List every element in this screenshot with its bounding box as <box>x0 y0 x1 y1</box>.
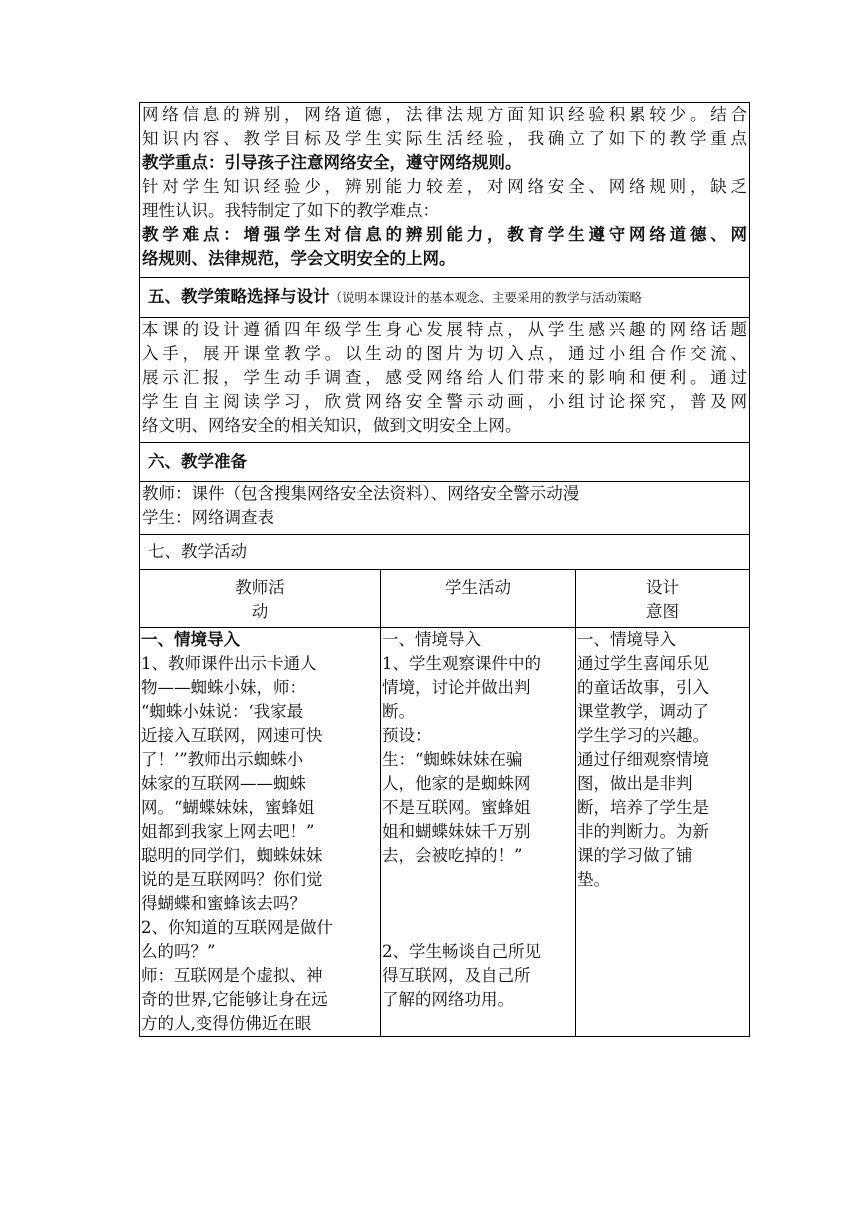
teacher-activity-line: 么的吗？” <box>141 942 216 961</box>
difficulty-intro-line: 理性认识。我特制定了如下的教学难点： <box>142 201 439 220</box>
teaching-focus: 教学重点：引导孩子注意网络安全，遵守网络规则。 <box>142 153 522 172</box>
teacher-prep: 教师：课件（包含搜集网络安全法资料）、网络安全警示动漫 <box>142 484 580 503</box>
student-activity-cell <box>381 628 576 1037</box>
strategy-line: 学生自主阅读学习，欣赏网络安全警示动画，小组讨论探究，普及网 <box>142 392 748 411</box>
student-activity-line: 生：“蜘蛛妹妹在骗 <box>382 750 523 769</box>
design-intent-cell <box>576 628 750 1037</box>
student-activity-line: 姐和蝴蝶妹妹千万别 <box>382 822 531 841</box>
student-activity-line <box>382 916 574 940</box>
design-intent-line: 课的学习做了铺 <box>577 846 693 865</box>
design-intent-line: 的童话故事，引入 <box>577 678 709 697</box>
student-activity-line: 去，会被吃掉的！” <box>382 846 523 865</box>
design-intent-line: 图，做出是非判 <box>577 774 693 793</box>
student-activity-line: 得互联网，及自己所 <box>382 966 531 985</box>
teacher-activity-line: 网。“蝴蝶妹妹，蜜蜂姐 <box>141 798 315 817</box>
difficulty-intro-line: 针对学生知识经验少，辨别能力较差，对网络安全、网络规则，缺乏 <box>142 177 748 196</box>
student-activity-header: 学生活动 <box>381 570 576 628</box>
teacher-activity-line: 2、你知道的互联网是做什 <box>141 918 333 937</box>
section5-note: （说明本课设计的基本观念、主要采用的教学与活动策略 <box>329 290 643 305</box>
lesson-plan-page <box>139 102 749 1037</box>
teacher-activity-line: 妹家的互联网——蜘蛛 <box>141 774 306 793</box>
teaching-difficulty: 教学难点：增强学生对信息的辨别能力，教育学生遵守网络道德、网 <box>142 225 748 244</box>
student-activity-line: 2、学生畅谈自己所见 <box>382 942 541 961</box>
design-intent-lines <box>577 652 748 892</box>
intent-subheading: 一、情境导入 <box>577 630 676 649</box>
design-intent-line: 断，培养了学生是 <box>577 798 709 817</box>
student-activity-line: 不是互联网。蜜蜂姐 <box>382 798 531 817</box>
teaching-difficulty: 络规则、法律规范，学会文明安全的上网。 <box>142 249 456 268</box>
student-subheading: 一、情境导入 <box>382 630 481 649</box>
teacher-activity-line: 近接入互联网，网速可快 <box>141 726 323 745</box>
student-activity-line: 了解的网络功用。 <box>382 990 514 1009</box>
design-intent-line: 通过仔细观察情境 <box>577 750 709 769</box>
design-intent-line: 课堂教学，调动了 <box>577 702 709 721</box>
section4-line: 知识内容、教学目标及学生实际生活经验，我确立了如下的教学重点 <box>142 129 748 148</box>
teacher-activity-header: 教师活 动 <box>140 570 381 628</box>
section5-heading <box>140 278 750 318</box>
design-intent-line: 学生学习的兴趣。 <box>577 726 709 745</box>
student-prep: 学生：网络调查表 <box>142 508 274 527</box>
section6-heading: 六、教学准备 <box>140 443 750 482</box>
teacher-activity-line: 师：互联网是个虚拟、神 <box>141 966 323 985</box>
strategy-line: 展示汇报，学生动手调查，感受网络给人们带来的影响和便利。通过 <box>142 368 748 387</box>
teacher-activity-line: 姐都到我家上网去吧！” <box>141 822 315 841</box>
teacher-activity-line: 得蝴蝶和蜜蜂该去吗？ <box>141 894 306 913</box>
teacher-activity-line: “蜘蛛小妹说：‘我家最 <box>141 702 304 721</box>
teacher-subheading: 一、情境导入 <box>141 630 240 649</box>
teacher-activity-line: 了！’”教师出示蜘蛛小 <box>141 750 304 769</box>
section5-title: 五、教学策略选择与设计 <box>148 287 330 306</box>
teacher-activity-line: 奇的世界,它能够让身在远 <box>141 990 328 1009</box>
section6-body <box>140 482 750 535</box>
design-intent-line: 非的判断力。为新 <box>577 822 709 841</box>
student-activity-line: 人，他家的是蜘蛛网 <box>382 774 531 793</box>
student-activity-line: 1、学生观察课件中的 <box>382 654 541 673</box>
teacher-activity-lines <box>141 652 379 1036</box>
teacher-activity-line: 聪明的同学们，蜘蛛妹妹 <box>141 846 323 865</box>
design-intent-line: 垫。 <box>577 870 610 889</box>
teacher-activity-cell <box>140 628 381 1037</box>
design-intent-line: 通过学生喜闻乐见 <box>577 654 709 673</box>
teacher-activity-line: 1、教师课件出示卡通人 <box>141 654 317 673</box>
lesson-plan-table <box>139 102 750 1037</box>
student-activity-line <box>382 892 574 916</box>
section4-cell <box>140 103 750 278</box>
strategy-line: 入手，展开课堂教学。以生动的图片为切入点，通过小组合作交流、 <box>142 344 748 363</box>
strategy-line: 络文明、网络安全的相关知识，做到文明安全上网。 <box>142 416 522 435</box>
student-activity-line: 预设： <box>382 726 432 745</box>
student-activity-line: 断。 <box>382 702 415 721</box>
student-activity-line <box>382 868 574 892</box>
teacher-activity-line: 物——蜘蛛小妹，师： <box>141 678 306 697</box>
section5-body <box>140 318 750 443</box>
design-intent-header: 设计 意图 <box>576 570 750 628</box>
strategy-line: 本课的设计遵循四年级学生身心发展特点，从学生感兴趣的网络话题 <box>142 320 748 339</box>
teacher-activity-line: 说的是互联网吗？你们觉 <box>141 870 323 889</box>
student-activity-line: 情境，讨论并做出判 <box>382 678 531 697</box>
section4-line: 网络信息的辨别，网络道德，法律法规方面知识经验积累较少。结合 <box>142 105 748 124</box>
section7-heading: 七、教学活动 <box>140 535 750 570</box>
teacher-activity-line: 方的人,变得仿佛近在眼 <box>141 1014 312 1033</box>
student-activity-lines <box>382 652 574 1012</box>
